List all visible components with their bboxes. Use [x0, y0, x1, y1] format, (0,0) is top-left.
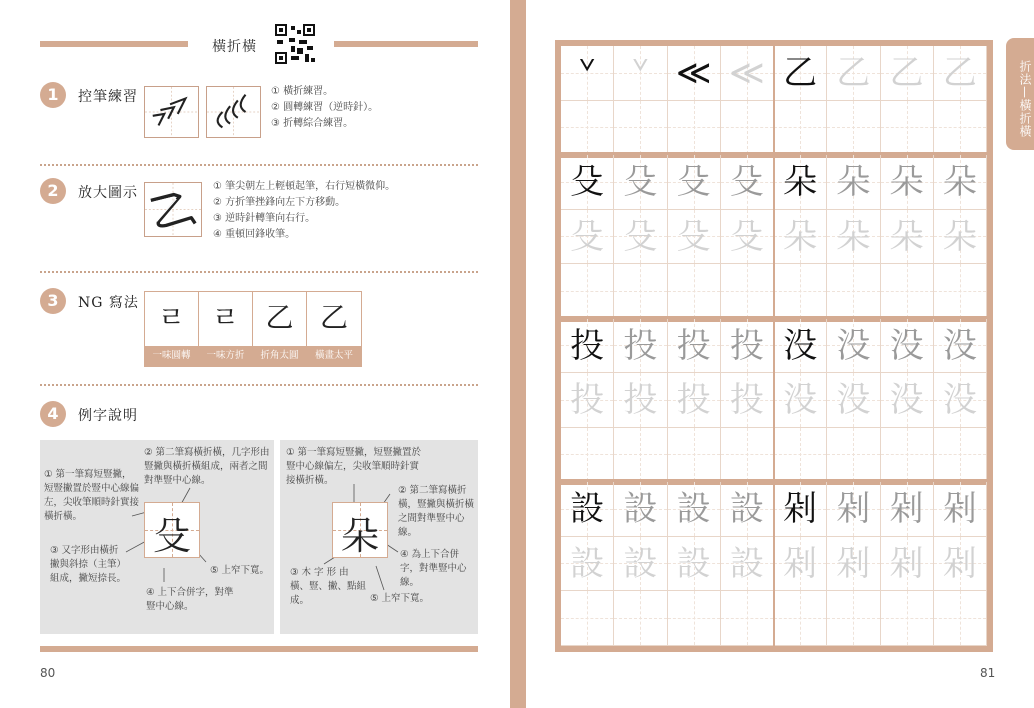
- grid-cell[interactable]: [721, 482, 774, 537]
- ng-cell: [253, 292, 307, 366]
- example-1-glyph-box: [144, 502, 200, 558]
- note-line: ① 筆尖朝左上輕頓起筆，右行短橫微仰。: [213, 181, 396, 192]
- grid-glyph: 投: [676, 325, 711, 366]
- grid-glyph: 投: [570, 380, 605, 420]
- grid-glyph: 没: [889, 325, 924, 366]
- grid-cell[interactable]: [561, 46, 614, 101]
- grid-cell[interactable]: [774, 428, 827, 483]
- grid-glyph: 乙: [942, 53, 977, 93]
- grid-cell[interactable]: [614, 101, 667, 156]
- grid-cell[interactable]: [668, 46, 721, 101]
- column-divider: [773, 46, 775, 646]
- grid-cell[interactable]: [934, 319, 987, 374]
- grid-cell[interactable]: [721, 428, 774, 483]
- practice-grid-cells: [561, 46, 987, 646]
- section-3-number: 3: [40, 288, 66, 314]
- grid-glyph: 朵: [836, 162, 871, 202]
- grid-cell[interactable]: [934, 264, 987, 319]
- example-2-note-4: ④ 為上下合併字，對準豎中心線。: [400, 549, 467, 588]
- grid-cell[interactable]: [881, 428, 934, 483]
- grid-glyph: 剁: [942, 489, 977, 529]
- grid-cell[interactable]: [668, 101, 721, 156]
- grid-cell[interactable]: [614, 210, 667, 265]
- qr-code-icon[interactable]: [275, 24, 315, 64]
- grid-glyph: 没: [836, 380, 871, 420]
- grid-cell[interactable]: [721, 101, 774, 156]
- grid-cell[interactable]: [721, 537, 774, 592]
- grid-cell[interactable]: [774, 210, 827, 265]
- grid-cell[interactable]: [774, 101, 827, 156]
- grid-cell[interactable]: [774, 46, 827, 101]
- header-title: 橫折橫: [212, 39, 257, 55]
- grid-cell[interactable]: [721, 264, 774, 319]
- grid-glyph: 剁: [889, 543, 924, 584]
- grid-glyph: 剁: [942, 543, 977, 584]
- example-2-glyph-box: [332, 502, 388, 558]
- ng-cell: [145, 292, 199, 366]
- grid-glyph: 投: [729, 325, 764, 366]
- grid-cell[interactable]: [827, 210, 880, 265]
- grid-cell[interactable]: [774, 373, 827, 428]
- grid-cell[interactable]: [614, 373, 667, 428]
- header-rule-right: [334, 41, 478, 47]
- grid-cell[interactable]: [934, 101, 987, 156]
- example-1-note-3: ③ 又字形由橫折撇與斜捺（主筆）組成，撇短捺長。: [50, 545, 127, 584]
- example-1-note-2: ② 第二筆寫橫折橫，几字形由豎撇與橫折橫組成，兩者之間對準豎中心線。: [144, 447, 270, 486]
- grid-cell[interactable]: [721, 155, 774, 210]
- ng-caption: 折角太圓: [253, 346, 306, 366]
- grid-glyph: 剁: [836, 543, 871, 584]
- grid-cell[interactable]: [827, 264, 880, 319]
- grid-glyph: 朵: [942, 216, 977, 257]
- grid-glyph: ᘁ: [631, 53, 650, 93]
- grid-glyph: 没: [783, 380, 818, 420]
- grid-cell[interactable]: [934, 155, 987, 210]
- grid-cell[interactable]: [827, 373, 880, 428]
- grid-glyph: 投: [570, 325, 605, 366]
- enlarged-stroke-box: [144, 182, 202, 237]
- section-2-title: 放大圖示: [78, 185, 138, 201]
- grid-cell[interactable]: [774, 264, 827, 319]
- grid-cell[interactable]: [614, 155, 667, 210]
- grid-cell[interactable]: [721, 373, 774, 428]
- grid-cell[interactable]: [881, 319, 934, 374]
- ng-glyph: ㄹ: [157, 301, 186, 334]
- grid-cell[interactable]: [721, 319, 774, 374]
- grid-cell[interactable]: [561, 210, 614, 265]
- chapter-side-tab[interactable]: 折法—橫折橫: [1006, 38, 1034, 150]
- grid-cell[interactable]: [721, 46, 774, 101]
- grid-cell[interactable]: [668, 155, 721, 210]
- grid-glyph: 剁: [783, 543, 818, 584]
- note-line: ② 圓轉練習（逆時針）。: [271, 102, 379, 113]
- grid-cell[interactable]: [774, 155, 827, 210]
- grid-glyph: 没: [783, 325, 818, 366]
- grid-glyph: 没: [836, 325, 871, 366]
- grid-cell[interactable]: [561, 373, 614, 428]
- grid-cell[interactable]: [561, 482, 614, 537]
- grid-glyph: 殳: [676, 162, 711, 202]
- grid-glyph: 朵: [889, 216, 924, 257]
- grid-glyph: 没: [889, 380, 924, 420]
- grid-cell[interactable]: [668, 210, 721, 265]
- grid-glyph: 剁: [783, 489, 818, 529]
- grid-cell[interactable]: [561, 537, 614, 592]
- ng-examples-table: [144, 291, 362, 367]
- grid-cell[interactable]: [827, 319, 880, 374]
- grid-glyph: 殳: [729, 162, 764, 202]
- grid-glyph: 投: [623, 325, 658, 366]
- stroke-practice-box-2: [206, 86, 261, 138]
- grid-cell[interactable]: [934, 373, 987, 428]
- section-4-number: 4: [40, 401, 66, 427]
- example-panel-1: [40, 440, 274, 634]
- footer-rule: [40, 646, 478, 652]
- example-1-glyph: 殳: [152, 514, 191, 558]
- grid-glyph: 殳: [623, 216, 658, 257]
- grid-glyph: 設: [570, 543, 605, 584]
- practice-grid: [555, 40, 993, 652]
- grid-glyph: 設: [570, 489, 605, 529]
- grid-cell[interactable]: [881, 537, 934, 592]
- grid-cell[interactable]: [668, 428, 721, 483]
- grid-cell[interactable]: [881, 264, 934, 319]
- grid-cell[interactable]: [721, 210, 774, 265]
- grid-glyph: ᘁ: [578, 53, 596, 93]
- grid-cell[interactable]: [561, 264, 614, 319]
- grid-cell[interactable]: [668, 319, 721, 374]
- grid-glyph: 朵: [889, 162, 924, 202]
- ng-caption: 橫畫太平: [307, 346, 361, 366]
- ng-cell: [307, 292, 361, 366]
- grid-cell[interactable]: [561, 155, 614, 210]
- grid-cell[interactable]: [774, 537, 827, 592]
- ng-glyph: 乙: [265, 301, 294, 334]
- grid-cell[interactable]: [827, 46, 880, 101]
- grid-glyph: 朵: [783, 162, 818, 202]
- example-2-note-2: ② 第二筆寫橫折橫，豎撇與橫折橫之間對準豎中心線。: [398, 485, 475, 538]
- grid-glyph: 設: [623, 489, 658, 529]
- grid-cell[interactable]: [934, 537, 987, 592]
- grid-cell[interactable]: [827, 537, 880, 592]
- section-1-title: 控筆練習: [78, 89, 138, 105]
- grid-cell[interactable]: [934, 210, 987, 265]
- grid-cell[interactable]: [774, 482, 827, 537]
- grid-glyph: 設: [676, 489, 711, 529]
- grid-glyph: 没: [942, 380, 977, 420]
- example-1-note-1: ① 第一筆寫短豎撇，短豎撇置於豎中心線偏左，尖收筆順時針實接橫折橫。: [44, 469, 140, 522]
- grid-glyph: 剁: [889, 489, 924, 529]
- grid-cell[interactable]: [774, 591, 827, 646]
- grid-cell[interactable]: [668, 373, 721, 428]
- grid-glyph: 乙: [783, 53, 818, 93]
- grid-glyph: 剁: [836, 489, 871, 529]
- grid-glyph: 設: [676, 543, 711, 584]
- grid-cell[interactable]: [934, 591, 987, 646]
- grid-glyph: 設: [729, 489, 764, 529]
- grid-glyph: 朵: [836, 216, 871, 257]
- ng-caption: 一味圓轉: [145, 346, 198, 366]
- grid-cell[interactable]: [881, 101, 934, 156]
- grid-cell[interactable]: [827, 591, 880, 646]
- section-divider: [40, 164, 478, 166]
- page-number-right: 81: [980, 666, 996, 680]
- grid-glyph: 乙: [889, 53, 924, 93]
- grid-glyph: 没: [942, 325, 977, 366]
- grid-cell[interactable]: [881, 482, 934, 537]
- grid-glyph: 殳: [729, 216, 764, 257]
- example-panel-2: [280, 440, 478, 634]
- grid-glyph: 設: [729, 543, 764, 584]
- grid-cell[interactable]: [827, 155, 880, 210]
- book-spine: [510, 0, 526, 708]
- ng-glyph: 乙: [319, 301, 348, 334]
- grid-cell[interactable]: [934, 46, 987, 101]
- note-line: ③ 逆時針轉筆向右行。: [213, 213, 316, 224]
- grid-glyph: 乙: [836, 53, 871, 93]
- grid-cell[interactable]: [827, 428, 880, 483]
- grid-cell[interactable]: [881, 591, 934, 646]
- grid-cell[interactable]: [934, 482, 987, 537]
- grid-cell[interactable]: [614, 319, 667, 374]
- example-2-note-5: ⑤ 上窄下寬。: [370, 593, 430, 604]
- grid-glyph: 設: [623, 543, 658, 584]
- example-1-note-5: ⑤ 上窄下寬。: [210, 565, 270, 576]
- grid-cell[interactable]: [561, 591, 614, 646]
- grid-glyph: 殳: [570, 216, 605, 257]
- grid-cell[interactable]: [934, 428, 987, 483]
- grid-glyph: ≪: [729, 53, 765, 93]
- grid-cell[interactable]: [668, 591, 721, 646]
- section-1-notes: [271, 84, 378, 132]
- grid-cell[interactable]: [774, 319, 827, 374]
- grid-cell[interactable]: [561, 319, 614, 374]
- grid-cell[interactable]: [827, 482, 880, 537]
- example-2-note-1: ① 第一筆寫短豎撇，短豎撇置於豎中心線偏左，尖收筆順時針實接橫折橫。: [286, 447, 422, 486]
- section-2-number: 2: [40, 178, 66, 204]
- section-divider: [40, 384, 478, 386]
- stroke-practice-box-1: [144, 86, 199, 138]
- grid-glyph: 投: [676, 380, 711, 420]
- grid-cell[interactable]: [881, 46, 934, 101]
- grid-cell[interactable]: [614, 46, 667, 101]
- grid-glyph: 投: [729, 380, 764, 420]
- example-1-note-4: ④ 上下合併字，對準豎中心線。: [146, 587, 234, 612]
- grid-cell[interactable]: [721, 591, 774, 646]
- grid-glyph: 殳: [570, 162, 605, 202]
- section-4-title: 例字說明: [78, 408, 138, 424]
- grid-cell[interactable]: [881, 210, 934, 265]
- grid-glyph: 殳: [676, 216, 711, 257]
- note-line: ③ 折轉綜合練習。: [271, 118, 354, 129]
- ng-caption: 一味方折: [199, 346, 252, 366]
- ng-cell: [199, 292, 253, 366]
- note-line: ② 方折筆挫鋒向左下方移動。: [213, 197, 346, 208]
- grid-cell[interactable]: [614, 264, 667, 319]
- header-rule-left: [40, 41, 188, 47]
- grid-cell[interactable]: [561, 428, 614, 483]
- grid-cell[interactable]: [614, 428, 667, 483]
- example-2-note-3: ③ 木 字 形 由 橫、豎、撇、點組成。: [290, 567, 367, 606]
- grid-glyph: 投: [623, 380, 658, 420]
- grid-cell[interactable]: [614, 537, 667, 592]
- section-3-title: NG 寫法: [78, 295, 139, 311]
- grid-glyph: ≪: [675, 53, 712, 93]
- left-page: [0, 0, 510, 708]
- grid-cell[interactable]: [881, 373, 934, 428]
- grid-cell[interactable]: [614, 482, 667, 537]
- grid-cell[interactable]: [668, 537, 721, 592]
- grid-cell[interactable]: [881, 155, 934, 210]
- grid-glyph: 朵: [783, 216, 818, 257]
- grid-glyph: 殳: [623, 162, 658, 202]
- grid-cell[interactable]: [668, 482, 721, 537]
- page-number-left: 80: [40, 666, 56, 680]
- section-divider: [40, 271, 478, 273]
- section-1-number: 1: [40, 82, 66, 108]
- grid-cell[interactable]: [668, 264, 721, 319]
- grid-cell[interactable]: [561, 101, 614, 156]
- note-line: ④ 重頓回鋒收筆。: [213, 229, 296, 240]
- grid-glyph: 朵: [942, 162, 977, 202]
- section-2-notes: [213, 179, 395, 243]
- grid-cell[interactable]: [827, 101, 880, 156]
- example-2-glyph: 朵: [340, 514, 379, 558]
- ng-glyph: ㄹ: [211, 301, 240, 334]
- grid-cell[interactable]: [614, 591, 667, 646]
- note-line: ① 橫折練習。: [271, 86, 334, 97]
